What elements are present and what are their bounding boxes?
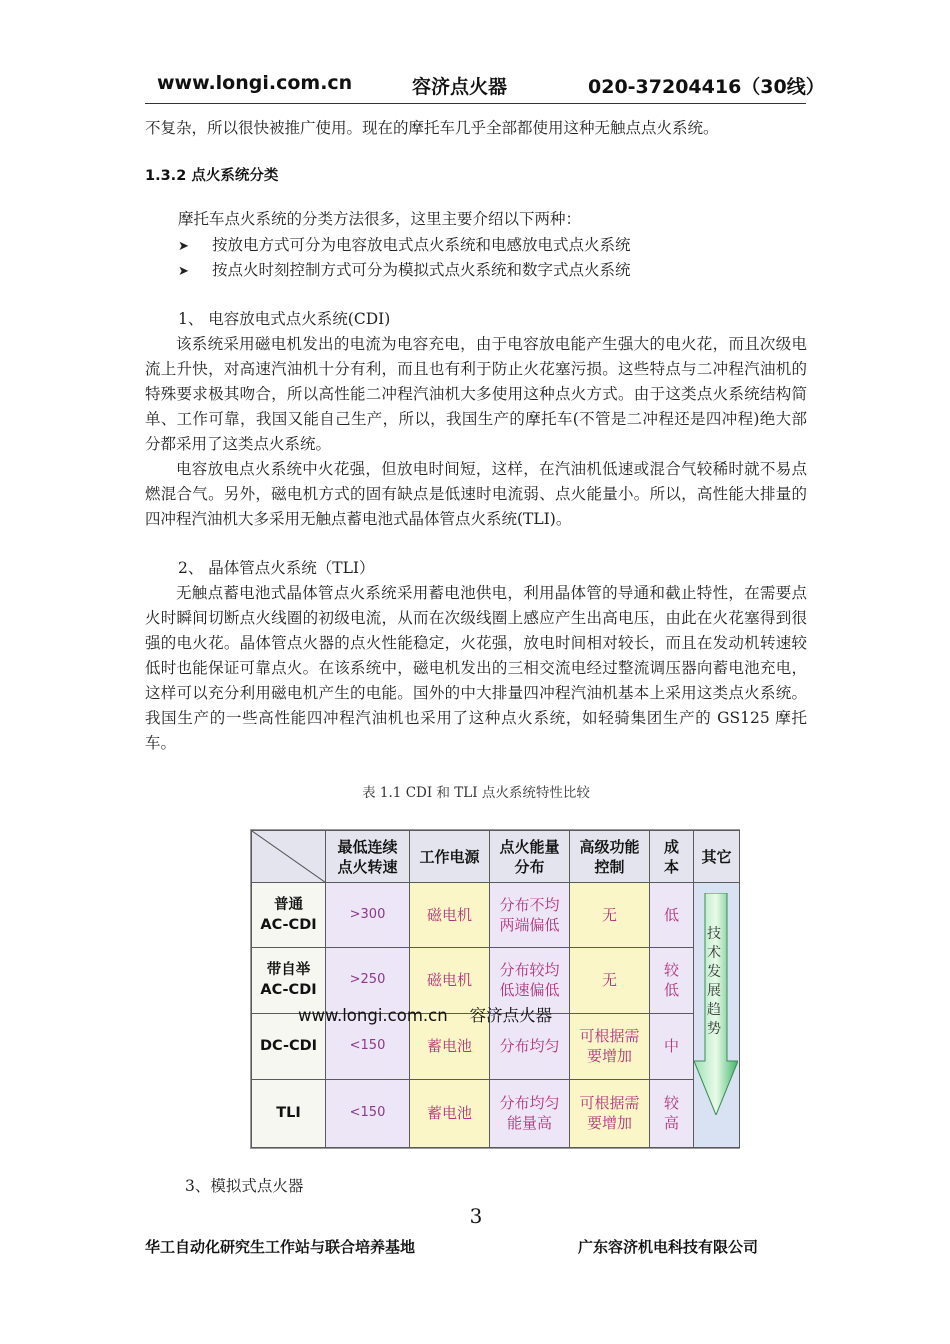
row-label-text: TLI	[276, 1105, 301, 1122]
arrow-bullet-icon: ➤	[178, 239, 189, 254]
footer-left: 华工自动化研究生工作站与联合培养基地	[145, 1238, 416, 1256]
section-title: 1.3.2 点火系统分类	[145, 168, 279, 184]
table-cell	[650, 883, 694, 948]
footer-right: 广东容济机电科技有限公司	[578, 1238, 759, 1256]
bullet-item	[178, 233, 631, 255]
table-cell: 蓄电池	[410, 1013, 490, 1079]
header-cell	[326, 831, 410, 883]
header-label: 最低连续 点火转速	[337, 837, 398, 876]
table-cell	[490, 1079, 570, 1147]
table-cell: <150	[326, 1013, 410, 1079]
cdi-paragraph-1: 该系统采用磁电机发出的电流为电容充电，由于电容放电能产生强大的电火花，而且次级电流上升快，对高速汽油机十分有利，而且也有利于防止火花塞污损。这些特点与二冲程汽油机的特殊要求极其吻合，所以高性能二冲程汽油机大多使用这种点火方式。由于这类点火系统结构简单、工作可靠，我国又能自己生产，所以，我国生产的摩托车(不管是二冲程还是四冲程)绝大部分都采用了这类点火系统。	[145, 335, 807, 453]
header-website: www.longi.com.cn	[157, 72, 353, 94]
cell-text: 较 低	[663, 961, 679, 1000]
arrow-bullet-icon: ➤	[178, 264, 189, 279]
header-cell	[650, 831, 694, 883]
cdi-paragraph-2: 电容放电点火系统中火花强，但放电时间短，这样，在汽油机低速或混合气较稀时就不易点燃混合气。另外，磁电机方式的固有缺点是低速时电流弱、点火能量小。所以，高性能大排量的四冲程汽油机大多采用无触点蓄电池式晶体管点火系统(TLI)。	[145, 460, 807, 528]
table-cell: 无	[570, 883, 650, 948]
table-cell: >300	[326, 883, 410, 948]
header-cell	[570, 831, 650, 883]
watermark-site: www.longi.com.cn	[298, 1006, 448, 1025]
bullet-item	[178, 258, 631, 280]
header-label: 工作电源	[419, 847, 480, 866]
table-row	[252, 1079, 740, 1147]
table-cell	[650, 948, 694, 1013]
watermark	[298, 1002, 574, 1026]
header-cell	[694, 831, 740, 883]
table-cell	[570, 1013, 650, 1079]
header-label: 点火能量 分布	[499, 837, 560, 876]
table-cell: 无	[570, 948, 650, 1013]
cell-text: 可根据需 要增加	[579, 1094, 640, 1133]
header-cell	[490, 831, 570, 883]
header-label: 高级功能 控制	[579, 837, 640, 876]
table-cell: 磁电机	[410, 948, 490, 1013]
corner-cell	[252, 831, 326, 883]
cell-text: 较 高	[663, 1094, 679, 1133]
table-header-row	[252, 831, 740, 883]
table-cell: <150	[326, 1079, 410, 1147]
table-cell: 中	[650, 1013, 694, 1079]
intro-text: 摩托车点火系统的分类方法很多，这里主要介绍以下两种：	[178, 210, 582, 228]
table-cell	[650, 1079, 694, 1147]
table-cell	[570, 1079, 650, 1147]
table-row	[252, 883, 740, 948]
row-label	[252, 883, 326, 948]
row-label-text: DC-CDI	[259, 1038, 318, 1055]
row-label-text: 带自举 AC-CDI	[260, 962, 317, 999]
table-caption: 表 1.1 CDI 和 TLI 点火系统特性比较	[362, 785, 590, 801]
continuation-line: 不复杂，所以很快被推广使用。现在的摩托车几乎全部都使用这种无触点点火系统。	[145, 119, 719, 137]
comparison-table	[250, 829, 740, 1149]
table-cell: 蓄电池	[410, 1079, 490, 1147]
header-company: 容济点火器	[412, 76, 508, 98]
header-label: 成 本	[663, 837, 679, 876]
trend-label: 技术发展趋势	[707, 926, 721, 1037]
cell-text: 可根据需 要增加	[579, 1027, 640, 1066]
tli-heading: 2、 晶体管点火系统（TLI）	[178, 559, 375, 577]
bullet-text: 按放电方式可分为电容放电式点火系统和电感放电式点火系统	[212, 236, 631, 254]
page-number: 3	[469, 1204, 483, 1228]
table-cell: >250	[326, 948, 410, 1013]
cell-text: 分布均匀 能量高	[499, 1094, 560, 1133]
tli-paragraph: 无触点蓄电池式晶体管点火系统采用蓄电池供电，利用晶体管的导通和截止特性，在需要点火时瞬间切断点火线圈的初级电流，从而在次级线圈上感应产生出高电压，由此在火花塞得到很强的电火花。晶体管点火器的点火性能稳定，火花强，放电时间相对较长，而且在发动机转速较低时也能保证可靠点火。在该系统中，磁电机发出的三相交流电经过整流调压器向蓄电池充电，这样可以充分利用磁电机产生的电能。国外的中大排量四冲程汽油机基本上采用这类点火系统。我国生产的一些高性能四冲程汽油机也采用了这种点火系统，如轻骑集团生产的 GS125 摩托车。	[145, 584, 807, 752]
header-rule	[145, 103, 806, 104]
row-label-text: 普通 AC-CDI	[260, 897, 317, 934]
cell-text: 分布较均 低速偏低	[499, 961, 560, 1000]
header-label: 其它	[701, 847, 732, 866]
bullet-text: 按点火时刻控制方式可分为模拟式点火系统和数字式点火系统	[212, 261, 631, 279]
watermark-name: 容济点火器	[469, 1006, 553, 1025]
cdi-heading: 1、 电容放电式点火系统(CDI)	[178, 310, 391, 328]
cell-text: 分布均匀	[499, 1037, 560, 1056]
cell-text: 低	[663, 906, 679, 925]
table-cell: 磁电机	[410, 883, 490, 948]
next-section-heading: 3、模拟式点火器	[185, 1177, 304, 1195]
row-label	[252, 1079, 326, 1147]
header-phone: 020-37204416（30线）	[588, 76, 825, 98]
cell-text: 分布不均 两端偏低	[499, 896, 560, 935]
header-cell	[410, 831, 490, 883]
table-cell	[490, 883, 570, 948]
